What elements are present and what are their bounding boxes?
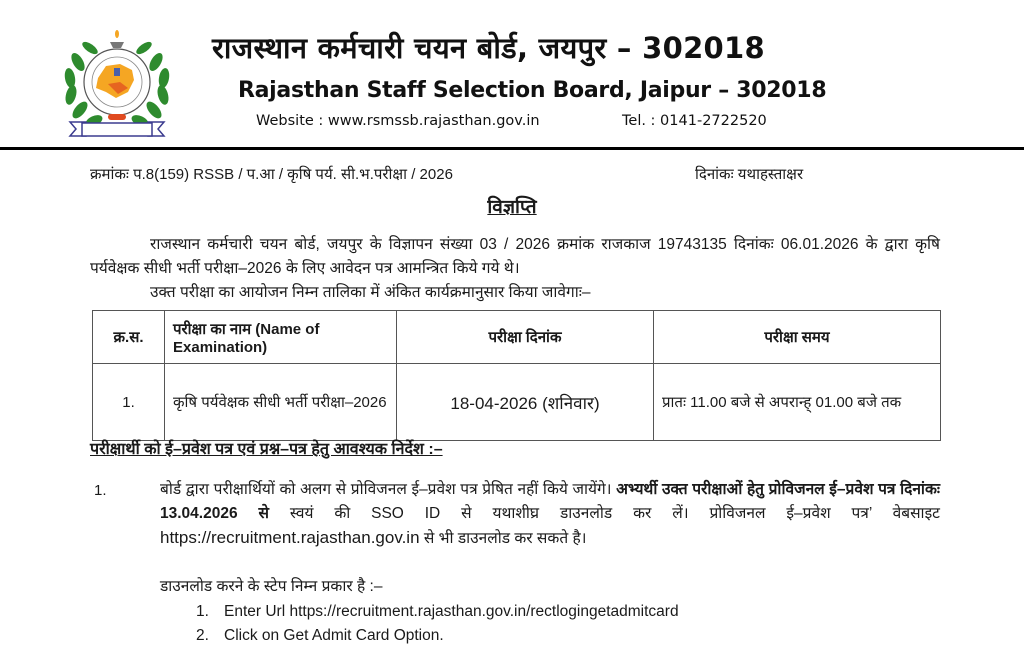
col-exam-time: परीक्षा समय bbox=[654, 311, 941, 364]
instruction-text-part3: से भी डाउनलोड कर सकते है। bbox=[419, 530, 587, 547]
list-item bbox=[196, 600, 679, 624]
board-title-hindi: राजस्थान कर्मचारी चयन बोर्ड, जयपुर – 302018 bbox=[212, 31, 765, 65]
website-text[interactable]: Website : www.rsmssb.rajasthan.gov.in bbox=[256, 113, 540, 129]
instruction-text-part2: स्वयं की SSO ID से यथाशीघ्र डाउनलोड कर लें। प्रोविजनल ई–प्रवेश पत्र’ वेबसाइट bbox=[268, 505, 940, 522]
table-row bbox=[93, 364, 941, 441]
step-text: Click on Get Admit Card Option. bbox=[224, 627, 444, 644]
list-item bbox=[196, 624, 679, 648]
cell-exam-name: कृषि पर्यवेक्षक सीधी भर्ती परीक्षा–2026 bbox=[165, 364, 397, 441]
cell-serial: 1. bbox=[93, 364, 165, 441]
notice-title: विज्ञप्ति bbox=[487, 197, 537, 218]
contact-line bbox=[256, 113, 767, 129]
col-exam-date: परीक्षा दिनांक bbox=[397, 311, 654, 364]
telephone-text: Tel. : 0141-2722520 bbox=[622, 113, 767, 129]
schedule-intro-paragraph: उक्त परीक्षा का आयोजन निम्न तालिका में अंकित कार्यक्रमानुसार किया जावेगाः– bbox=[150, 284, 591, 301]
emblem-icon bbox=[58, 22, 176, 140]
reference-number: क्रमांकः प.8(159) RSSB / प.आ / कृषि पर्य. सी.भ.परीक्षा / 2026 bbox=[90, 166, 453, 183]
instruction-number: 1. bbox=[94, 482, 107, 499]
download-steps-list bbox=[196, 600, 679, 648]
step-number: 1. bbox=[196, 603, 209, 620]
cell-exam-date: 18-04-2026 (शनिवार) bbox=[397, 364, 654, 441]
step-number: 2. bbox=[196, 627, 209, 644]
table-header-row bbox=[93, 311, 941, 364]
download-steps-title: डाउनलोड करने के स्टेप निम्न प्रकार है :– bbox=[160, 578, 383, 595]
intro-paragraph: राजस्थान कर्मचारी चयन बोर्ड, जयपुर के विज्ञापन संख्या 03 / 2026 क्रमांक राजकाज 19743135 दिनांकः 06.01.2026 के द्वारा कृषि पर्यवेक्षक सीधी भर्ती परीक्षा–2026 के लिए आवेदन पत्र आमन्त्रित किये गये थे। bbox=[90, 236, 940, 277]
board-title-english: Rajasthan Staff Selection Board, Jaipur – 302018 bbox=[238, 78, 827, 103]
instruction-text-bold: अभ्यर्थी उक्त परीक्षाओं हेतु प्रोविजनल ई–प्रवेश पत्र दिनांकः 13.04.2026 से bbox=[160, 481, 940, 522]
col-serial: क्र.स. bbox=[93, 311, 165, 364]
instruction-text bbox=[160, 478, 940, 551]
step-text: Enter Url https://recruitment.rajasthan.gov.in/rectlogingetadmitcard bbox=[224, 603, 679, 620]
header-divider bbox=[0, 147, 1024, 150]
rssb-emblem-logo bbox=[58, 22, 176, 140]
exam-schedule-table bbox=[92, 310, 941, 441]
instruction-text-part1: बोर्ड द्वारा परीक्षार्थियों को अलग से प्रोविजनल ई–प्रवेश पत्र प्रेषित नहीं किये जायेंगे। bbox=[160, 481, 617, 498]
recruitment-website-link[interactable]: https://recruitment.rajasthan.gov.in bbox=[160, 528, 420, 547]
instructions-title: परीक्षार्थी को ई–प्रवेश पत्र एवं प्रश्न–पत्र हेतु आवश्यक निर्देश :– bbox=[90, 441, 443, 458]
cell-exam-time: प्रातः 11.00 बजे से अपरान्ह् 01.00 बजे तक bbox=[654, 364, 941, 441]
reference-date: दिनांकः यथाहस्ताक्षर bbox=[695, 166, 804, 183]
col-exam-name: परीक्षा का नाम (Name of Examination) bbox=[165, 311, 397, 364]
